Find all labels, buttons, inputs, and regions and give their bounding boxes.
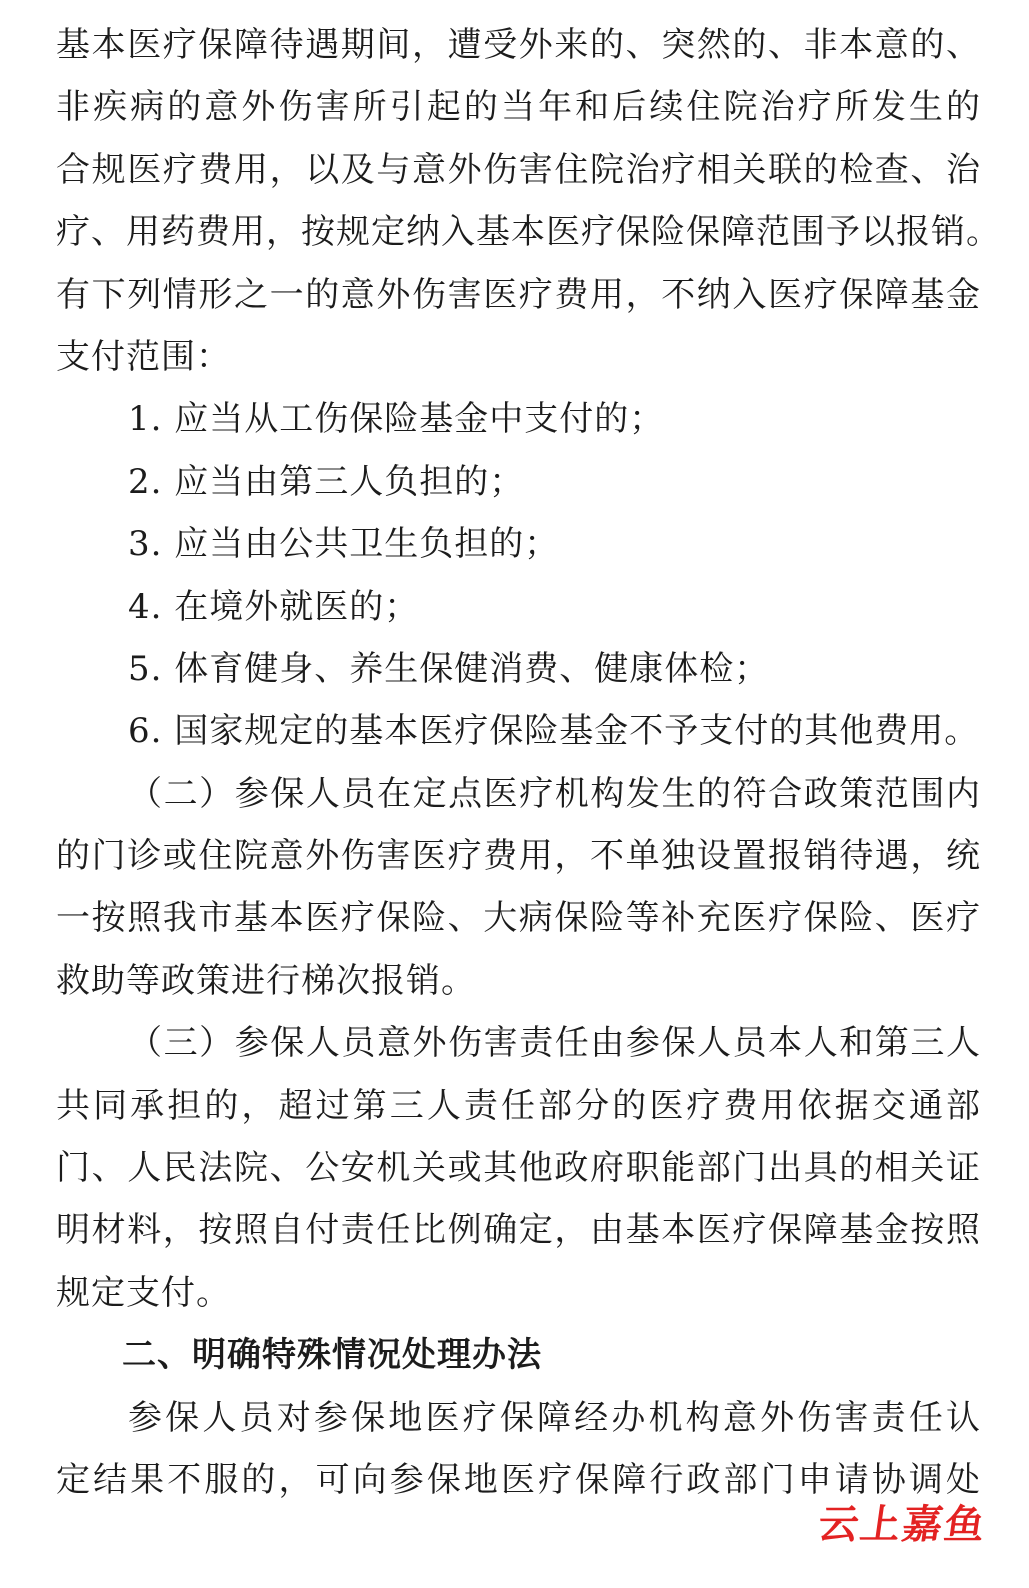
text-line: 2. 应当由第三人负担的； bbox=[128, 461, 525, 502]
text-line: 救助等政策进行梯次报销。 bbox=[56, 960, 476, 1001]
text-line: 5. 体育健身、养生保健消费、健康体检； bbox=[128, 648, 770, 689]
text-line: 1. 应当从工伤保险基金中支付的； bbox=[128, 399, 665, 440]
text-line: 4. 在境外就医的； bbox=[128, 586, 420, 627]
text-line: 非疾病的意外伤害所引起的当年和后续住院治疗所发生的 bbox=[56, 87, 981, 128]
text-line: 一按照我市基本医疗保险、大病保险等补充医疗保险、医疗 bbox=[56, 898, 981, 939]
text-line: 共同承担的，超过第三人责任部分的医疗费用依据交通部 bbox=[56, 1085, 981, 1126]
text-line: 门、人民法院、公安机关或其他政府职能部门出具的相关证 bbox=[56, 1148, 981, 1189]
text-line: 6. 国家规定的基本医疗保险基金不予支付的其他费用。 bbox=[128, 711, 980, 752]
text-line: （三）参保人员意外伤害责任由参保人员本人和第三人 bbox=[128, 1023, 981, 1064]
text-line: 支付范围： bbox=[56, 336, 231, 377]
text-line: 基本医疗保障待遇期间，遭受外来的、突然的、非本意的、 bbox=[56, 25, 981, 65]
text-line: 明材料，按照自付责任比例确定，由基本医疗保障基金按照 bbox=[56, 1210, 981, 1251]
text-line: 规定支付。 bbox=[56, 1272, 231, 1313]
document-page bbox=[56, 14, 1001, 1511]
text-line: 疗、用药费用，按规定纳入基本医疗保险保障范围予以报销。 bbox=[56, 212, 1001, 253]
text-line: 参保人员对参保地医疗保障经办机构意外伤害责任认 bbox=[128, 1397, 981, 1438]
text-line: 3. 应当由公共卫生负担的； bbox=[128, 524, 560, 565]
text-line: 的门诊或住院意外伤害医疗费用，不单独设置报销待遇，统 bbox=[56, 836, 981, 877]
text-line: （二）参保人员在定点医疗机构发生的符合政策范围内 bbox=[128, 773, 981, 814]
text-line: 合规医疗费用，以及与意外伤害住院治疗相关联的检查、治 bbox=[56, 149, 981, 190]
text-line: 有下列情形之一的意外伤害医疗费用，不纳入医疗保障基金 bbox=[56, 274, 981, 315]
section-heading: 二、明确特殊情况处理办法 bbox=[122, 1335, 542, 1376]
text-line: 定结果不服的，可向参保地医疗保障行政部门申请协调处 bbox=[56, 1459, 981, 1500]
watermark-logo: 云上嘉鱼 bbox=[815, 1502, 990, 1548]
